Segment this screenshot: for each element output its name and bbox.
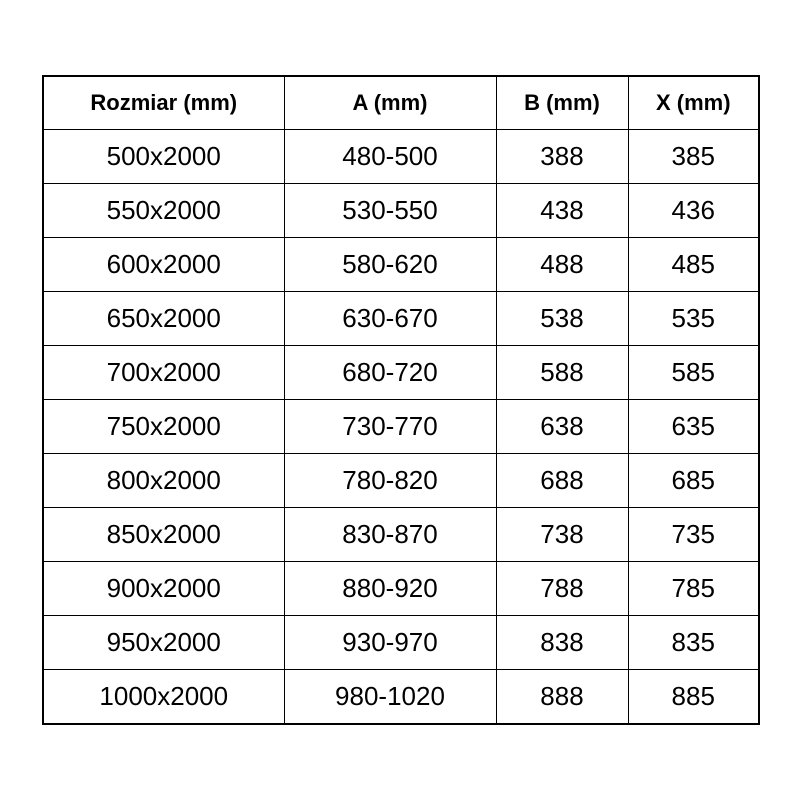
table-cell: 888 <box>496 670 628 725</box>
table-cell: 585 <box>628 346 759 400</box>
table-cell: 785 <box>628 562 759 616</box>
table-cell: 480-500 <box>284 130 496 184</box>
header-row <box>43 76 759 130</box>
table-cell: 838 <box>496 616 628 670</box>
table-cell: 600x2000 <box>43 238 284 292</box>
table-row <box>43 508 759 562</box>
table-cell: 780-820 <box>284 454 496 508</box>
table-row <box>43 130 759 184</box>
table-cell: 950x2000 <box>43 616 284 670</box>
table-cell: 685 <box>628 454 759 508</box>
table-row <box>43 184 759 238</box>
table-cell: 630-670 <box>284 292 496 346</box>
table-cell: 830-870 <box>284 508 496 562</box>
table-row <box>43 670 759 725</box>
table-cell: 850x2000 <box>43 508 284 562</box>
table-row <box>43 400 759 454</box>
table-row <box>43 238 759 292</box>
table-cell: 930-970 <box>284 616 496 670</box>
table-cell: 688 <box>496 454 628 508</box>
table-cell: 485 <box>628 238 759 292</box>
table-cell: 900x2000 <box>43 562 284 616</box>
table-cell: 1000x2000 <box>43 670 284 725</box>
table-cell: 835 <box>628 616 759 670</box>
table-cell: 488 <box>496 238 628 292</box>
table-cell: 580-620 <box>284 238 496 292</box>
table-cell: 800x2000 <box>43 454 284 508</box>
table-header <box>43 76 759 130</box>
table-body <box>43 130 759 725</box>
table-cell: 588 <box>496 346 628 400</box>
table-cell: 730-770 <box>284 400 496 454</box>
table-cell: 530-550 <box>284 184 496 238</box>
table-cell: 885 <box>628 670 759 725</box>
table-cell: 388 <box>496 130 628 184</box>
table-row <box>43 454 759 508</box>
table-cell: 980-1020 <box>284 670 496 725</box>
table-row <box>43 292 759 346</box>
column-header-x: X (mm) <box>628 76 759 130</box>
table-cell: 436 <box>628 184 759 238</box>
size-specification-table <box>42 75 760 725</box>
column-header-rozmiar: Rozmiar (mm) <box>43 76 284 130</box>
table-cell: 638 <box>496 400 628 454</box>
table-row <box>43 562 759 616</box>
table-cell: 788 <box>496 562 628 616</box>
table-cell: 500x2000 <box>43 130 284 184</box>
column-header-b: B (mm) <box>496 76 628 130</box>
table-cell: 735 <box>628 508 759 562</box>
table-cell: 438 <box>496 184 628 238</box>
table-cell: 700x2000 <box>43 346 284 400</box>
table-cell: 650x2000 <box>43 292 284 346</box>
table-cell: 880-920 <box>284 562 496 616</box>
column-header-a: A (mm) <box>284 76 496 130</box>
table-cell: 750x2000 <box>43 400 284 454</box>
table-cell: 738 <box>496 508 628 562</box>
table-cell: 635 <box>628 400 759 454</box>
table-row <box>43 346 759 400</box>
table-cell: 538 <box>496 292 628 346</box>
table-cell: 535 <box>628 292 759 346</box>
table-cell: 550x2000 <box>43 184 284 238</box>
table-cell: 680-720 <box>284 346 496 400</box>
table-cell: 385 <box>628 130 759 184</box>
table-row <box>43 616 759 670</box>
